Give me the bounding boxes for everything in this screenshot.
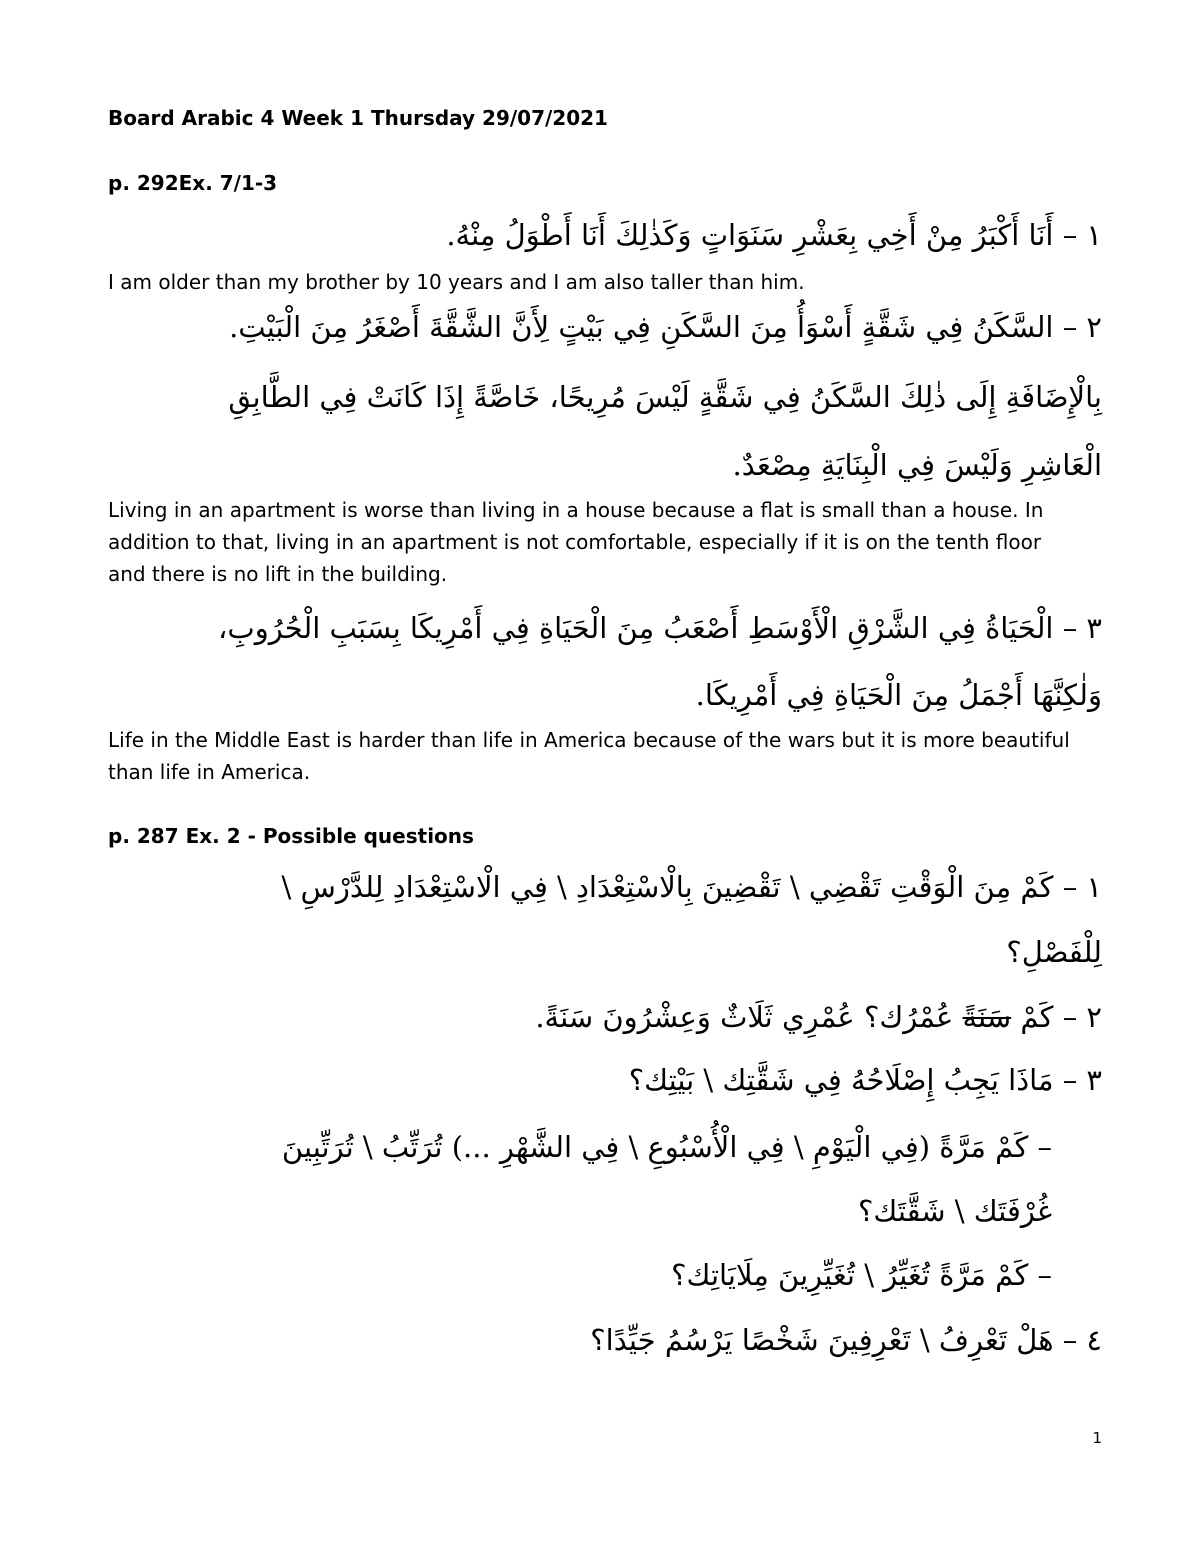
question-2 — [102, 995, 1102, 1039]
arabic-sentence-1: ١ – أَنَا أَكْبَرُ مِنْ أَخِي بِعَشْرِ سَنَوَاتٍ وَكَذٰلِكَ أَنَا أَطْوَلُ مِنْهُ. — [446, 218, 1102, 252]
question-2-struck-word: سَنَةً — [962, 1000, 1012, 1034]
document-title: Board Arabic 4 Week 1 Thursday 29/07/2021 — [108, 106, 608, 130]
arabic-sentence-3-line-2: وَلٰكِنَّهَا أَجْمَلُ مِنَ الْحَيَاةِ فِي أَمْرِيكَا. — [695, 678, 1102, 712]
question-3a-line-1: – كَمْ مَرَّةً (فِي الْيَوْمِ \ فِي الْأُسْبُوعِ \ فِي الشَّهْرِ ...) تُرَتِّبُ \ تُرَتِّبِينَ — [281, 1130, 1052, 1164]
translation-1: I am older than my brother by 10 years and I am also taller than him. — [108, 270, 805, 294]
translation-3: Life in the Middle East is harder than life in America because of the wars but it is more beautiful than life in America. — [108, 728, 1070, 784]
question-2-prefix: ٢ – كَمْ — [1020, 1000, 1102, 1034]
question-1-line-2: لِلْفَصْلِ؟ — [1006, 935, 1102, 969]
question-1-line-1: ١ – كَمْ مِنَ الْوَقْتِ تَقْضِي \ تَقْضِينَ بِالْاسْتِعْدَادِ \ فِي الْاسْتِعْدَادِ لِلدَّرْسِ \ — [281, 870, 1102, 904]
arabic-sentence-2-line-1: ٢ – السَّكَنُ فِي شَقَّةٍ أَسْوَأُ مِنَ السَّكَنِ فِي بَيْتٍ لِأَنَّ الشَّقَّةَ أَصْغَرُ مِنَ الْبَيْتِ. — [229, 310, 1102, 344]
arabic-sentence-3-line-1: ٣ – الْحَيَاةُ فِي الشَّرْقِ الْأَوْسَطِ أَصْعَبُ مِنَ الْحَيَاةِ فِي أَمْرِيكَا بِسَبَبِ الْحُرُوبِ، — [218, 611, 1102, 645]
section-heading-ex2: p. 287 Ex. 2 - Possible questions — [108, 824, 474, 848]
question-2-rest: عُمْرُك؟ عُمْرِي ثَلَاثٌ وَعِشْرُونَ سَنَةً. — [535, 1000, 954, 1034]
arabic-sentence-2-line-3: الْعَاشِرِ وَلَيْسَ فِي الْبِنَايَةِ مِصْعَدٌ. — [732, 448, 1102, 482]
translation-2: Living in an apartment is worse than living in a house because a flat is small than a house. In addition to that, living in an apartment is not comfortable, especially if it is on the tenth floor and there is no lift in the building. — [108, 498, 1044, 586]
question-3: ٣ – مَاذَا يَجِبُ إِصْلَاحُهُ فِي شَقَّتِك \ بَيْتِك؟ — [628, 1063, 1102, 1097]
question-3b: – كَمْ مَرَّةً تُغَيِّرُ \ تُغَيِّرِينَ مِلَايَاتِك؟ — [671, 1258, 1052, 1292]
question-4: ٤ – هَلْ تَعْرِفُ \ تَعْرِفِينَ شَخْصًا يَرْسُمُ جَيِّدًا؟ — [590, 1323, 1102, 1357]
page-number: 1 — [1092, 1429, 1102, 1447]
section-heading-ex7: p. 292Ex. 7/1-3 — [108, 171, 278, 195]
arabic-sentence-2-line-2: بِالْإِضَافَةِ إِلَى ذٰلِكَ السَّكَنُ فِي شَقَّةٍ لَيْسَ مُرِيحًا، خَاصَّةً إِذَا كَانَتْ فِي الطَّابِقِ — [228, 380, 1102, 414]
question-3a-line-2: غُرْفَتَك \ شَقَّتَك؟ — [858, 1194, 1052, 1228]
